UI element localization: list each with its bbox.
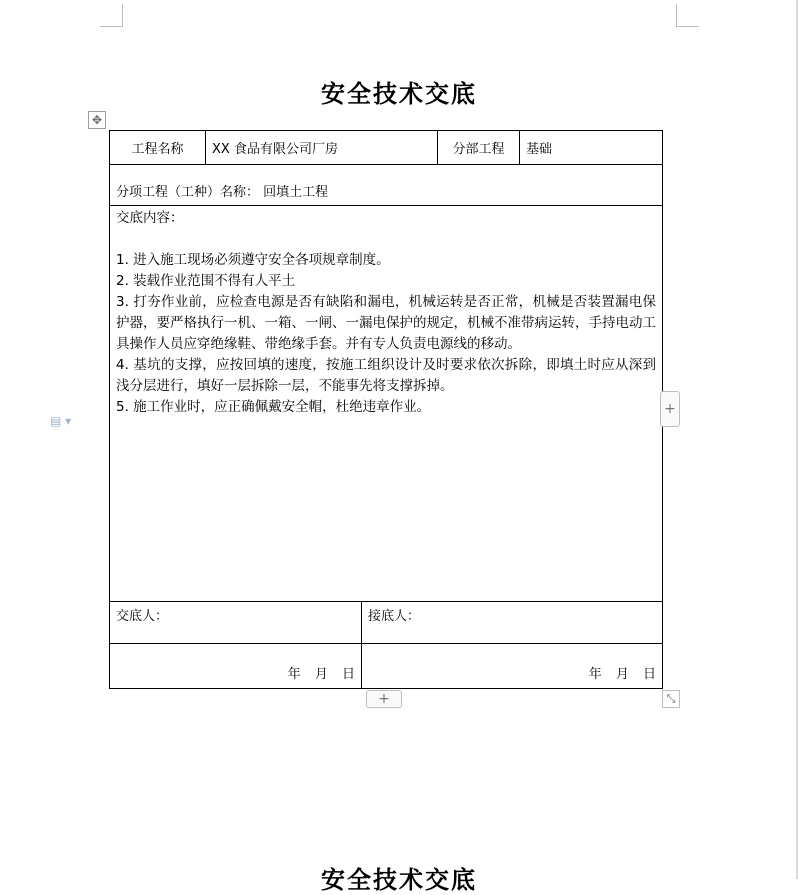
date-right[interactable]: 年 月 日 [362, 644, 663, 689]
date-left[interactable]: 年 月 日 [110, 644, 362, 689]
document-title: 安全技术交底 [321, 80, 477, 108]
plus-icon: + [378, 691, 390, 707]
content-item: 1. 进入施工现场必须遵守安全各项规章制度。 [116, 252, 390, 268]
content-label: 交底内容： [116, 210, 184, 226]
next-page-title: 安全技术交底 [321, 866, 477, 894]
receiver-label: 接底人： [368, 609, 421, 624]
content-item: 5. 施工作业时，应正确佩戴安全帽，杜绝违章作业。 [116, 399, 431, 415]
resize-icon: ⤡ [666, 692, 676, 705]
disclosure-table [109, 130, 663, 689]
discloser-label: 交底人： [116, 609, 169, 624]
move-icon: ✥ [91, 113, 103, 127]
table-move-handle[interactable] [88, 111, 106, 129]
sub-item-value: 回填土工程 [263, 185, 329, 200]
content-cell[interactable] [110, 206, 663, 602]
content-item: 4. 基坑的支撑，应按回填的速度，按施工组织设计及时要求依次拆除，即填土时应从深到浅分层进行，填好一层拆除一层，不能事先将支撑拆掉。 [116, 357, 657, 394]
receiver-cell[interactable] [362, 602, 663, 644]
margin-corner-top-right [676, 4, 699, 27]
project-name-value[interactable]: XX 食品有限公司厂房 [206, 131, 438, 165]
sub-item-label: 分项工程（工种）名称： [116, 185, 260, 200]
sub-item-row[interactable] [110, 165, 663, 206]
division-label: 分部工程 [438, 131, 520, 165]
blank-line [116, 229, 656, 250]
content-item: 3. 打夯作业前，应检查电源是否有缺陷和漏电，机械运转是否正常，机械是否装置漏电保护器，要严格执行一机、一箱、一闸、一漏电保护的规定，机械不准带病运转，手持电动工具操作人员应穿绝缘鞋、带绝缘手套。并有专人负责电源线的移动。 [116, 294, 657, 352]
division-value[interactable]: 基础 [520, 131, 663, 165]
plus-icon: + [664, 401, 676, 417]
discloser-cell[interactable] [110, 602, 362, 644]
project-name-label: 工程名称 [110, 131, 206, 165]
margin-corner-top-left [100, 4, 123, 27]
content-item: 2. 装载作业范围不得有人平土 [116, 273, 296, 289]
table-resize-handle[interactable] [662, 690, 680, 708]
add-column-button[interactable] [660, 391, 680, 427]
paragraph-options-icon[interactable]: ▤ ▾ [50, 414, 72, 428]
add-row-button[interactable] [366, 690, 402, 708]
